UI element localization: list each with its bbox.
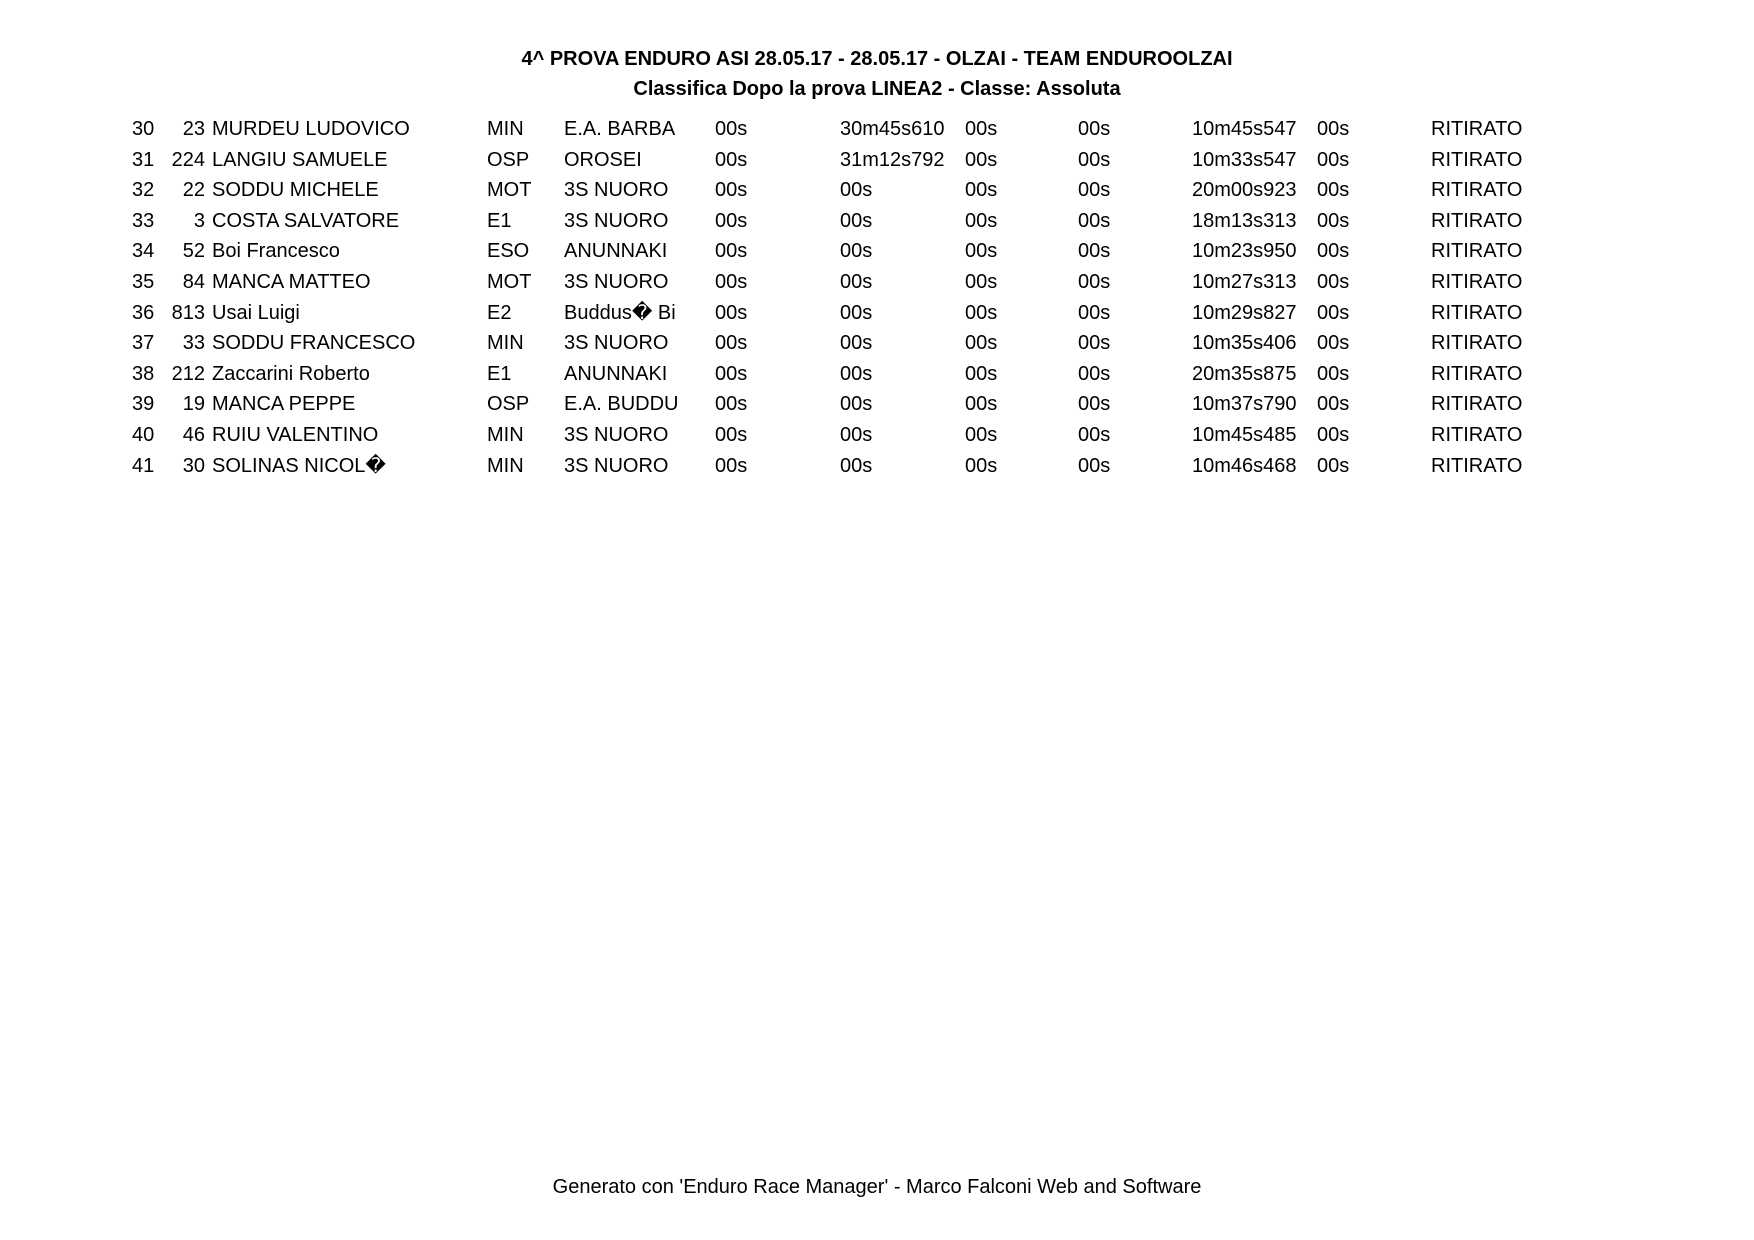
status-cell: RITIRATO — [1431, 148, 1523, 171]
class-cell: MIN — [487, 454, 524, 477]
time-cell-3: 00s — [965, 209, 998, 232]
time-cell-6: 00s — [1317, 209, 1350, 232]
status-cell: RITIRATO — [1431, 301, 1523, 324]
time-cell-6: 00s — [1317, 454, 1350, 477]
status-cell: RITIRATO — [1431, 118, 1523, 140]
table-row — [0, 206, 1754, 237]
status-cell: RITIRATO — [1431, 270, 1523, 293]
rider-name-cell: SODDU MICHELE — [212, 179, 379, 202]
position-cell: 37 — [132, 332, 155, 355]
time-cell-5: 20m35s875 — [1192, 362, 1297, 385]
time-cell-6: 00s — [1317, 301, 1350, 324]
time-cell-1: 00s — [715, 148, 748, 171]
time-cell-1: 00s — [715, 423, 748, 446]
time-cell-6: 00s — [1317, 423, 1350, 446]
bib-number-cell: 46 — [182, 423, 205, 446]
time-cell-2: 00s — [840, 332, 873, 355]
time-cell-2: 00s — [840, 393, 873, 416]
team-cell: 3S NUORO — [564, 332, 669, 355]
time-cell-5: 10m27s313 — [1192, 270, 1297, 293]
time-cell-2: 00s — [840, 423, 873, 446]
status-cell: RITIRATO — [1431, 240, 1523, 263]
position-cell: 35 — [132, 270, 155, 293]
rider-name-cell: MANCA PEPPE — [212, 393, 356, 416]
table-row — [0, 298, 1754, 329]
bib-number-cell: 33 — [182, 332, 205, 355]
page-title: 4^ PROVA ENDURO ASI 28.05.17 - 28.05.17 - OLZAI - TEAM ENDUROOLZAI — [521, 48, 1233, 70]
status-cell: RITIRATO — [1431, 454, 1523, 477]
time-cell-3: 00s — [965, 179, 998, 202]
time-cell-1: 00s — [715, 270, 748, 293]
team-cell: E.A. BUDDU — [564, 393, 679, 416]
status-cell: RITIRATO — [1431, 209, 1523, 232]
time-cell-6: 00s — [1317, 179, 1350, 202]
class-cell: MIN — [487, 118, 524, 140]
position-cell: 39 — [132, 393, 155, 416]
rider-name-cell: RUIU VALENTINO — [212, 423, 379, 446]
time-cell-5: 10m29s827 — [1192, 301, 1297, 324]
time-cell-5: 10m35s406 — [1192, 332, 1297, 355]
time-cell-6: 00s — [1317, 118, 1350, 140]
time-cell-4: 00s — [1078, 454, 1111, 477]
table-row — [0, 328, 1754, 359]
time-cell-2: 00s — [840, 454, 873, 477]
time-cell-3: 00s — [965, 301, 998, 324]
time-cell-1: 00s — [715, 362, 748, 385]
bib-number-cell: 3 — [193, 209, 205, 232]
results-table — [0, 114, 1754, 481]
bib-number-cell: 23 — [182, 118, 205, 140]
page-footer: Generato con 'Enduro Race Manager' - Marco Falconi Web and Software — [552, 1176, 1202, 1198]
time-cell-1: 00s — [715, 332, 748, 355]
time-cell-3: 00s — [965, 362, 998, 385]
class-cell: ESO — [487, 240, 530, 263]
position-cell: 38 — [132, 362, 155, 385]
time-cell-3: 00s — [965, 240, 998, 263]
position-cell: 30 — [132, 118, 155, 140]
time-cell-1: 00s — [715, 240, 748, 263]
table-row — [0, 420, 1754, 451]
time-cell-4: 00s — [1078, 332, 1111, 355]
rider-name-cell: Zaccarini Roberto — [212, 362, 370, 385]
team-cell: Buddus� Bi — [564, 301, 676, 324]
rider-name-cell: Boi Francesco — [212, 240, 340, 263]
table-row — [0, 267, 1754, 298]
class-cell: OSP — [487, 148, 530, 171]
time-cell-3: 00s — [965, 454, 998, 477]
time-cell-2: 31m12s792 — [840, 148, 945, 171]
time-cell-4: 00s — [1078, 393, 1111, 416]
time-cell-6: 00s — [1317, 240, 1350, 263]
rider-name-cell: SODDU FRANCESCO — [212, 332, 416, 355]
time-cell-5: 10m45s547 — [1192, 118, 1297, 140]
position-cell: 41 — [132, 454, 155, 477]
time-cell-2: 00s — [840, 179, 873, 202]
time-cell-6: 00s — [1317, 332, 1350, 355]
time-cell-1: 00s — [715, 179, 748, 202]
time-cell-5: 10m46s468 — [1192, 454, 1297, 477]
time-cell-6: 00s — [1317, 362, 1350, 385]
table-row — [0, 114, 1754, 145]
page-subtitle: Classifica Dopo la prova LINEA2 - Classe: Assoluta — [633, 78, 1121, 100]
time-cell-4: 00s — [1078, 209, 1111, 232]
rider-name-cell: MURDEU LUDOVICO — [212, 118, 410, 140]
team-cell: 3S NUORO — [564, 209, 669, 232]
position-cell: 34 — [132, 240, 155, 263]
time-cell-2: 00s — [840, 301, 873, 324]
class-cell: E1 — [487, 209, 512, 232]
time-cell-4: 00s — [1078, 118, 1111, 140]
time-cell-1: 00s — [715, 118, 748, 140]
class-cell: MOT — [487, 270, 532, 293]
time-cell-2: 00s — [840, 270, 873, 293]
status-cell: RITIRATO — [1431, 423, 1523, 446]
time-cell-4: 00s — [1078, 423, 1111, 446]
team-cell: 3S NUORO — [564, 179, 669, 202]
status-cell: RITIRATO — [1431, 393, 1523, 416]
class-cell: E2 — [487, 301, 512, 324]
team-cell: E.A. BARBA — [564, 118, 676, 140]
class-cell: MIN — [487, 332, 524, 355]
bib-number-cell: 212 — [171, 362, 205, 385]
team-cell: 3S NUORO — [564, 423, 669, 446]
time-cell-3: 00s — [965, 393, 998, 416]
team-cell: OROSEI — [564, 148, 642, 171]
position-cell: 31 — [132, 148, 155, 171]
position-cell: 36 — [132, 301, 155, 324]
position-cell: 33 — [132, 209, 155, 232]
bib-number-cell: 84 — [182, 270, 205, 293]
time-cell-1: 00s — [715, 393, 748, 416]
rider-name-cell: MANCA MATTEO — [212, 270, 371, 293]
class-cell: OSP — [487, 393, 530, 416]
time-cell-2: 00s — [840, 362, 873, 385]
time-cell-3: 00s — [965, 332, 998, 355]
rider-name-cell: COSTA SALVATORE — [212, 209, 400, 232]
time-cell-3: 00s — [965, 148, 998, 171]
class-cell: MOT — [487, 179, 532, 202]
time-cell-5: 10m23s950 — [1192, 240, 1297, 263]
table-row — [0, 389, 1754, 420]
time-cell-5: 18m13s313 — [1192, 209, 1297, 232]
class-cell: E1 — [487, 362, 512, 385]
time-cell-5: 10m37s790 — [1192, 393, 1297, 416]
table-row — [0, 236, 1754, 267]
time-cell-5: 10m33s547 — [1192, 148, 1297, 171]
time-cell-4: 00s — [1078, 179, 1111, 202]
time-cell-3: 00s — [965, 118, 998, 140]
time-cell-4: 00s — [1078, 240, 1111, 263]
table-row — [0, 175, 1754, 206]
team-cell: ANUNNAKI — [564, 240, 668, 263]
time-cell-3: 00s — [965, 270, 998, 293]
bib-number-cell: 19 — [182, 393, 205, 416]
time-cell-6: 00s — [1317, 270, 1350, 293]
time-cell-6: 00s — [1317, 148, 1350, 171]
table-row — [0, 451, 1754, 482]
bib-number-cell: 30 — [182, 454, 205, 477]
bib-number-cell: 813 — [171, 301, 205, 324]
time-cell-1: 00s — [715, 454, 748, 477]
position-cell: 32 — [132, 179, 155, 202]
table-row — [0, 359, 1754, 390]
team-cell: 3S NUORO — [564, 454, 669, 477]
rider-name-cell: SOLINAS NICOL� — [212, 454, 386, 477]
time-cell-5: 20m00s923 — [1192, 179, 1297, 202]
bib-number-cell: 224 — [171, 148, 205, 171]
time-cell-3: 00s — [965, 423, 998, 446]
rider-name-cell: LANGIU SAMUELE — [212, 148, 388, 171]
time-cell-4: 00s — [1078, 362, 1111, 385]
time-cell-2: 00s — [840, 209, 873, 232]
bib-number-cell: 52 — [182, 240, 205, 263]
time-cell-6: 00s — [1317, 393, 1350, 416]
status-cell: RITIRATO — [1431, 332, 1523, 355]
status-cell: RITIRATO — [1431, 362, 1523, 385]
time-cell-2: 30m45s610 — [840, 118, 945, 140]
team-cell: 3S NUORO — [564, 270, 669, 293]
bib-number-cell: 22 — [182, 179, 205, 202]
position-cell: 40 — [132, 423, 155, 446]
time-cell-4: 00s — [1078, 148, 1111, 171]
time-cell-1: 00s — [715, 301, 748, 324]
team-cell: ANUNNAKI — [564, 362, 668, 385]
status-cell: RITIRATO — [1431, 179, 1523, 202]
time-cell-2: 00s — [840, 240, 873, 263]
class-cell: MIN — [487, 423, 524, 446]
time-cell-1: 00s — [715, 209, 748, 232]
time-cell-4: 00s — [1078, 301, 1111, 324]
table-row — [0, 145, 1754, 176]
rider-name-cell: Usai Luigi — [212, 301, 300, 324]
time-cell-5: 10m45s485 — [1192, 423, 1297, 446]
time-cell-4: 00s — [1078, 270, 1111, 293]
